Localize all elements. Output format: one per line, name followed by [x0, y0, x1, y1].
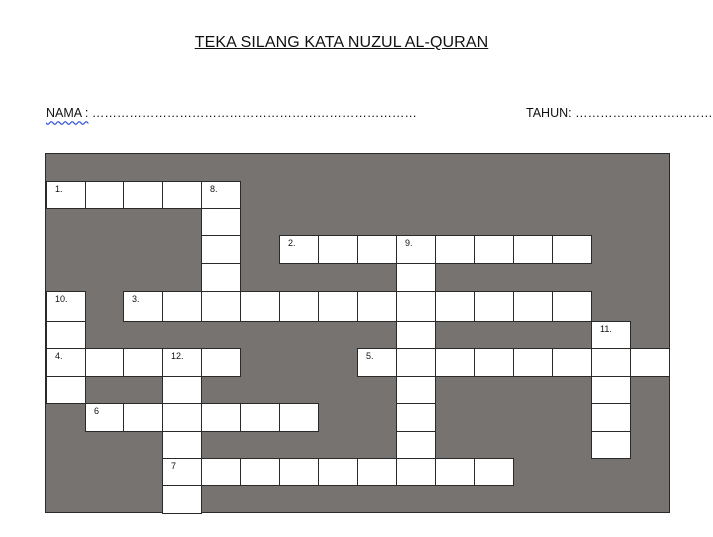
- crossword-cell[interactable]: [591, 348, 631, 377]
- crossword-cell[interactable]: [591, 431, 631, 459]
- page-title: TEKA SILANG KATA NUZUL AL-QURAN: [194, 34, 489, 51]
- clue-number: 3.: [132, 294, 140, 304]
- crossword-cell-numbered[interactable]: [279, 235, 319, 264]
- crossword-cell[interactable]: [123, 348, 163, 377]
- crossword-cell[interactable]: [552, 291, 592, 322]
- crossword-cell[interactable]: [357, 235, 397, 264]
- clue-number: 6: [94, 406, 100, 416]
- name-label: NAMA :: [46, 106, 89, 120]
- crossword-cell[interactable]: [162, 403, 202, 432]
- crossword-cell[interactable]: [279, 403, 319, 432]
- crossword-cell[interactable]: [201, 208, 241, 236]
- crossword-cell[interactable]: [591, 376, 631, 404]
- name-field[interactable]: [46, 106, 417, 120]
- crossword-cell[interactable]: [201, 291, 241, 322]
- crossword-cell[interactable]: [240, 291, 280, 322]
- crossword-cell[interactable]: [201, 458, 241, 486]
- crossword-cell[interactable]: [513, 348, 553, 377]
- crossword-cell[interactable]: [396, 348, 436, 377]
- clue-number: 9.: [405, 238, 413, 248]
- crossword-cell[interactable]: [513, 235, 553, 264]
- crossword-cell[interactable]: [591, 403, 631, 432]
- crossword-cell-numbered[interactable]: [46, 181, 86, 209]
- crossword-cell[interactable]: [396, 263, 436, 292]
- crossword-cell[interactable]: [630, 348, 670, 377]
- crossword-cell[interactable]: [474, 235, 514, 264]
- crossword-cell-numbered[interactable]: [46, 291, 86, 322]
- crossword-cell[interactable]: [201, 403, 241, 432]
- clue-number: 10.: [55, 294, 68, 304]
- crossword-cell[interactable]: [123, 181, 163, 209]
- crossword-cell-numbered[interactable]: [162, 458, 202, 486]
- crossword-cell-numbered[interactable]: [162, 348, 202, 377]
- crossword-cell[interactable]: [162, 485, 202, 514]
- crossword-cell[interactable]: [279, 458, 319, 486]
- year-field[interactable]: [526, 106, 713, 120]
- year-dotted-line: ……………………………: [575, 106, 713, 120]
- crossword-cell[interactable]: [123, 403, 163, 432]
- clue-number: 5.: [366, 351, 374, 361]
- crossword-cell[interactable]: [46, 321, 86, 349]
- crossword-cell[interactable]: [552, 235, 592, 264]
- crossword-cell[interactable]: [318, 458, 358, 486]
- crossword-cell[interactable]: [435, 348, 475, 377]
- crossword-cell[interactable]: [357, 458, 397, 486]
- crossword-cell[interactable]: [162, 431, 202, 459]
- clue-number: 7: [171, 461, 177, 471]
- crossword-cell[interactable]: [201, 235, 241, 264]
- crossword-cell[interactable]: [240, 403, 280, 432]
- clue-number: 8.: [210, 184, 218, 194]
- crossword-cell-numbered[interactable]: [85, 403, 124, 432]
- crossword-cell[interactable]: [201, 348, 241, 377]
- crossword-cell[interactable]: [318, 291, 358, 322]
- name-dotted-line: ……………………………………………………………………: [91, 106, 417, 120]
- crossword-cell[interactable]: [318, 235, 358, 264]
- crossword-cell[interactable]: [474, 348, 514, 377]
- clue-number: 2.: [288, 238, 296, 248]
- year-label: TAHUN:: [526, 106, 572, 120]
- crossword-cell[interactable]: [474, 291, 514, 322]
- crossword-cell[interactable]: [396, 431, 436, 459]
- crossword-cell[interactable]: [162, 376, 202, 404]
- crossword-cell[interactable]: [396, 403, 436, 432]
- crossword-cell[interactable]: [396, 376, 436, 404]
- crossword-cell[interactable]: [46, 376, 86, 404]
- crossword-cell[interactable]: [552, 348, 592, 377]
- crossword-cell[interactable]: [435, 458, 475, 486]
- crossword-cell-numbered[interactable]: [46, 348, 86, 377]
- crossword-cell[interactable]: [357, 291, 397, 322]
- crossword-cell[interactable]: [240, 458, 280, 486]
- crossword-cell[interactable]: [474, 458, 514, 486]
- crossword-cell-numbered[interactable]: [591, 321, 631, 349]
- crossword-cell[interactable]: [85, 348, 124, 377]
- clue-number: 1.: [55, 184, 63, 194]
- crossword-cell-numbered[interactable]: [357, 348, 397, 377]
- crossword-cell-numbered[interactable]: [123, 291, 163, 322]
- crossword-cell[interactable]: [279, 291, 319, 322]
- crossword-cell[interactable]: [435, 291, 475, 322]
- clue-number: 4.: [55, 351, 63, 361]
- crossword-cell[interactable]: [396, 291, 436, 322]
- clue-number: 12.: [171, 351, 184, 361]
- crossword-cell[interactable]: [435, 235, 475, 264]
- crossword-cell[interactable]: [162, 291, 202, 322]
- crossword-grid: [45, 153, 670, 513]
- crossword-cell[interactable]: [162, 181, 202, 209]
- crossword-cell-numbered[interactable]: [201, 181, 241, 209]
- crossword-cell[interactable]: [396, 321, 436, 349]
- crossword-cell[interactable]: [201, 263, 241, 292]
- crossword-cell[interactable]: [85, 181, 124, 209]
- crossword-cell[interactable]: [396, 458, 436, 486]
- crossword-cell[interactable]: [513, 291, 553, 322]
- crossword-cell-numbered[interactable]: [396, 235, 436, 264]
- clue-number: 11.: [600, 324, 612, 334]
